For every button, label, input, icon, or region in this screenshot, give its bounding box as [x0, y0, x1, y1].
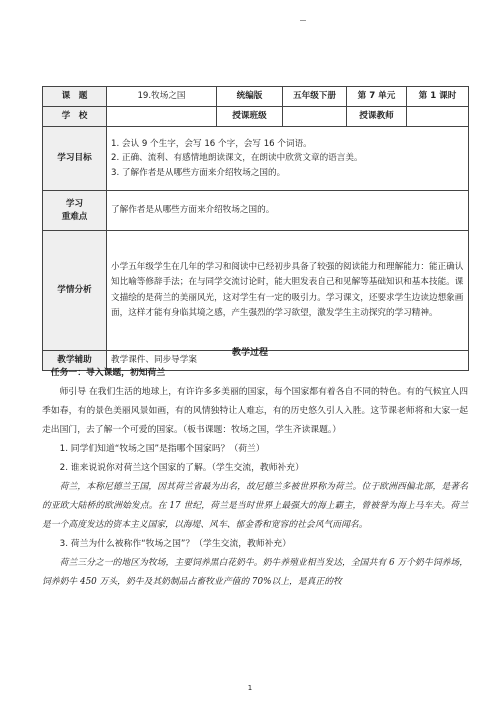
question-1: 1. 同学们知道“牧场之国”是指哪个国家吗？（荷兰）	[59, 444, 265, 454]
edition: 统编版	[217, 87, 283, 107]
table-row	[43, 191, 469, 231]
unit: 第 7 单元	[347, 87, 407, 107]
label-class: 授课班级	[217, 107, 283, 127]
table-row	[43, 87, 469, 107]
label-title: 课 题	[43, 87, 107, 107]
class-value	[283, 107, 347, 127]
teacher-value	[407, 107, 469, 127]
task-heading: 任务一：导入课题，初知荷兰	[50, 368, 166, 378]
label-key	[43, 191, 107, 231]
lesson-info-table	[42, 86, 469, 371]
goal-item: 1. 会认 9 个生字，会写 16 个字，会写 16 个词语。	[111, 138, 312, 149]
lesson-title: 19.牧场之国	[107, 87, 217, 107]
label-key-line1: 学习	[65, 199, 84, 210]
aids-text: 教学课件、同步导学案	[107, 351, 469, 371]
goal-item: 3. 了解作者是从哪些方面来介绍牧场之国的。	[111, 167, 286, 178]
label-aids: 教学辅助	[43, 351, 107, 371]
key-text: 了解作者是从哪些方面来介绍牧场之国的。	[107, 191, 469, 231]
table-row	[43, 107, 469, 127]
label-school: 学 校	[43, 107, 107, 127]
info-paragraph-2: 荷兰三分之一的地区为牧场，主要饲养黑白花奶牛。奶牛养殖业相当发达，全国共有 6 万个奶牛饲养场，饲养奶牛 450 万头，奶牛及其奶制品占畜牧业产值的 70%以上，是真正的牧	[42, 558, 468, 587]
question-3: 3. 荷兰为什么被称作“牧场之国”？（学生交流，教师补充）	[59, 539, 292, 549]
goal-item: 2. 正确、流利、有感情地朗读课文，在朗读中欣赏文章的语言美。	[111, 153, 363, 164]
goals-list	[107, 127, 469, 191]
page-number: 1	[247, 684, 253, 692]
table-row	[43, 231, 469, 351]
label-analysis: 学情分析	[43, 231, 107, 351]
process-body	[42, 364, 468, 592]
label-key-line2: 重难点	[61, 211, 88, 222]
top-mark	[300, 20, 306, 21]
label-teacher: 授课教师	[347, 107, 407, 127]
info-paragraph-1: 荷兰，本称尼德兰王国，因其荷兰省最为出名，故尼德兰多被世界称为荷兰。位于欧洲西偏北部，是著名的亚欧大陆桥的欧洲始发点。在 17 世纪，荷兰是当时世界上最强大的海上霸主，曾被誉为海上马车夫。荷兰是一个高度发达的资本主义国家，以海堤、风车、郁金香和宽容的社会风气而闻名。	[42, 482, 468, 530]
intro-paragraph: 师引导 在我们生活的地球上，有许许多多美丽的国家，每个国家都有着各自不同的特色。有的气候宜人四季如春，有的景色美丽风景如画，有的风情独特让人难忘，有的历史悠久引人入胜。这节课老师将和大家一起走出国门，去了解一个可爱的国家。（板书课题：牧场之国，学生齐读课题。）	[42, 387, 468, 435]
lesson-number: 第 1 课时	[407, 87, 469, 107]
question-2: 2. 谁来说说你对荷兰这个国家的了解。（学生交流，教师补充）	[59, 463, 304, 473]
grade: 五年级下册	[283, 87, 347, 107]
table-row	[43, 127, 469, 191]
school-value	[107, 107, 217, 127]
section-title: 教学过程	[231, 348, 268, 358]
analysis-text: 小学五年级学生在几年的学习和阅读中已经初步具备了较强的阅读能力和理解能力：能正确认知比喻等修辞手法；在与同学交流讨论时，能大胆发表自己和见解等基础知识和基本技能。课文描绘的是荷兰的美丽风光，这对学生有一定的吸引力。学习课文，还要求学生边读边想象画面，这样才能有身临其境之感，产生强烈的学习欲望，激发学生主动探究的学习精神。	[107, 231, 469, 351]
label-goals: 学习目标	[43, 127, 107, 191]
